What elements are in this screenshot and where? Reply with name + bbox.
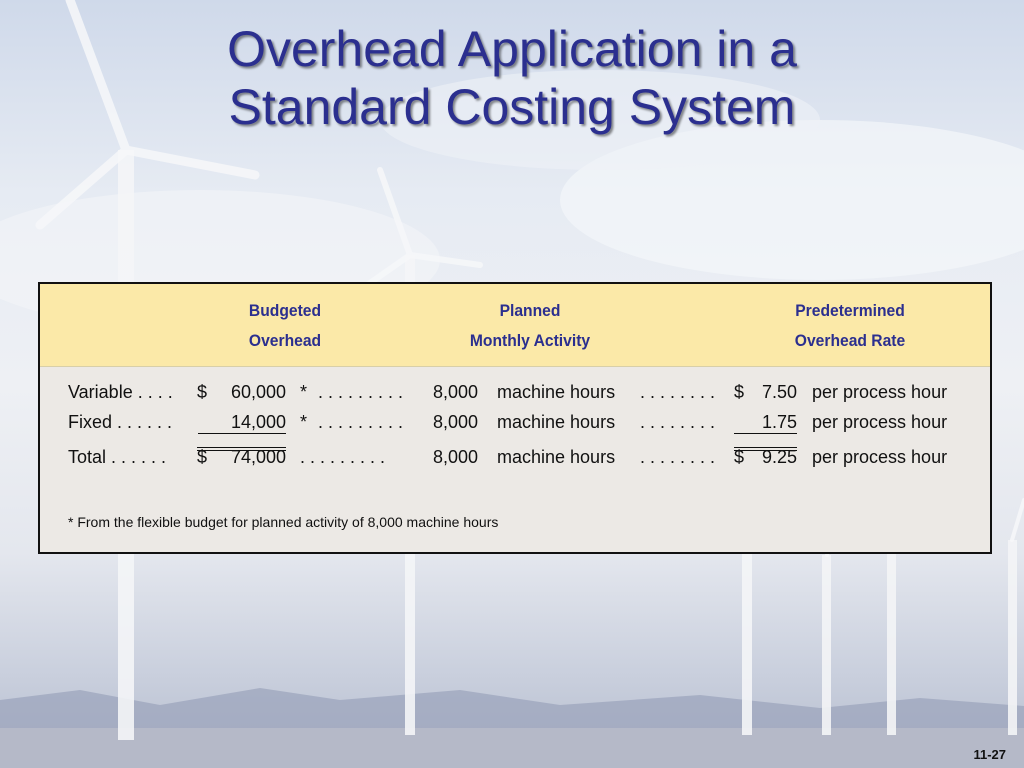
currency-sign: $: [197, 447, 208, 467]
leader-dots: . . . . . . . .: [640, 447, 716, 467]
budgeted-amount: 60,000: [230, 382, 286, 402]
table-row-variable: [40, 382, 990, 408]
row-label: Fixed . . . . . .: [68, 412, 173, 432]
rate-unit: per process hour: [812, 447, 948, 467]
leader-dots: . . . . . . . . .: [300, 447, 386, 467]
rate-value: 1.75: [734, 412, 797, 434]
row-label: Total . . . . . .: [68, 447, 167, 467]
rate-value: 9.25: [761, 447, 797, 467]
row-label: Variable . . . .: [68, 382, 173, 402]
title-line-1: Overhead Application in a: [227, 21, 797, 77]
table-footnote: * From the flexible budget for planned activity of 8,000 machine hours: [68, 514, 499, 530]
leader-dots: . . . . . . . . .: [318, 412, 404, 432]
budgeted-amount: 74,000: [230, 447, 286, 467]
overhead-rate-table: [38, 282, 992, 554]
rate-currency: $: [734, 382, 745, 402]
footnote-marker: *: [300, 382, 308, 402]
activity-value: 8,000: [433, 412, 479, 432]
activity-unit: machine hours: [497, 447, 616, 467]
title-line-2: Standard Costing System: [228, 79, 796, 135]
rate-unit: per process hour: [812, 382, 948, 402]
leader-dots: . . . . . . . . .: [318, 382, 404, 402]
table-row-fixed: [40, 412, 990, 438]
table-row-total: [40, 447, 990, 473]
rate-currency: $: [734, 447, 745, 467]
activity-value: 8,000: [433, 447, 479, 467]
rate-unit: per process hour: [812, 412, 948, 432]
footnote-marker: *: [300, 412, 308, 432]
leader-dots: . . . . . . . .: [640, 412, 716, 432]
leader-dots: . . . . . . . .: [640, 382, 716, 402]
currency-sign: $: [197, 382, 208, 402]
activity-value: 8,000: [433, 382, 479, 402]
slide-number: 11-27: [973, 747, 1006, 762]
rate-value: 7.50: [761, 382, 797, 402]
header-planned-activity: Planned Monthly Activity: [469, 301, 591, 350]
table-header: [40, 284, 990, 367]
budgeted-amount: 14,000: [198, 412, 286, 434]
activity-unit: machine hours: [497, 412, 616, 432]
slide-title: [0, 20, 1024, 136]
header-budgeted-overhead: Budgeted Overhead: [248, 301, 322, 350]
header-predetermined-rate: Predetermined Overhead Rate: [794, 301, 906, 350]
activity-unit: machine hours: [497, 382, 616, 402]
